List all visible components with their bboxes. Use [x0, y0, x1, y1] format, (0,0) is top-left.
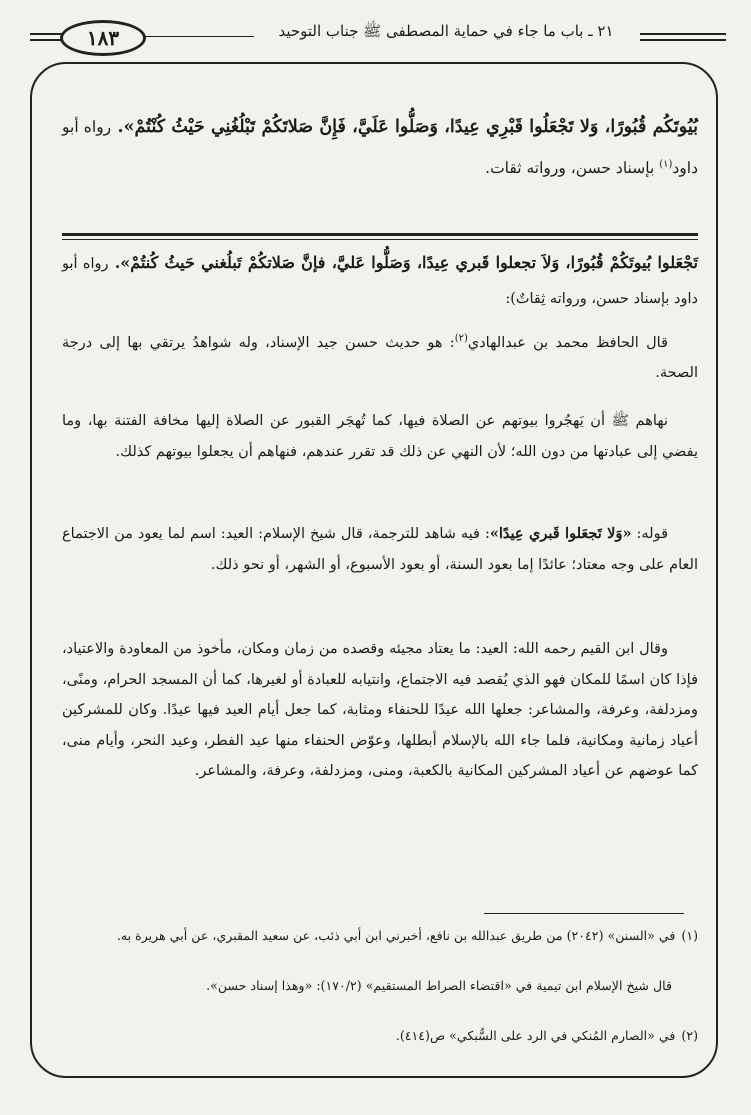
paragraph-1-lead: قال الحافظ محمد بن عبدالهادي [467, 334, 668, 351]
footnote-rule [484, 913, 684, 914]
section-divider [62, 239, 698, 240]
matn-attribution-lead: رواه أبو داود [62, 118, 698, 178]
header-rule-right [640, 39, 726, 41]
paragraph-1-rest: : هو حديث حسن جيد الإسناد، وله شواهدُ يرتقي بها إلى درجة الصحة. [62, 334, 698, 382]
paragraph-3 [62, 519, 698, 580]
paragraph-2 [62, 406, 698, 467]
matn-attribution-rest: بإسناد حسن، ورواته ثقات. [485, 159, 655, 178]
footnote-marker: (١) [659, 159, 673, 170]
quoted-matn [62, 246, 698, 316]
footnote-2 [62, 1024, 698, 1048]
footnote-1-text: في «السنن» (٢٠٤٢) من طريق عبدالله بن نافع، أخبرني ابن أبي ذئب، عن سعيد المقبري، عن أبي هريرة به. [116, 928, 676, 943]
paragraph-3-rest: : فيه شاهد للترجمة، قال شيخ الإسلام: العيد: اسم لما يعود من الاجتماع العام على وجه معتاد؛ عائدًا إما بعود السنة، أو بعود الأسبوع، أو الشهر، أو نحو ذلك. [62, 526, 698, 573]
header-rule-right [640, 33, 726, 35]
footnote-2-number: (٢) [681, 1028, 698, 1043]
page-number: ١٨٣ [60, 20, 146, 56]
matn-hadith: بُيُوتَكُم قُبُورًا، وَلا تَجْعَلُوا قَبْرِي عِيدًا، وَصَلُّوا عَلَيَّ، فَإِنَّ صَلاتَكُمْ تَبْلُغُنِي حَيْثُ كُنْتُمْ». [117, 117, 698, 137]
paragraph-2-text: نهاهم ﷺ أن يَهجُروا بيوتهم عن الصلاة فيها، كما تُهجَر القبور عن الصلاة إليها مخافة الفتنة بها، وما يفضي إلى عبادتها من دون الله؛ لأن النهي عن ذلك قد تقرر عندهم، فنهاهم أن يجعلوا بيوتهم كذلك. [62, 413, 698, 460]
footnote-2-text: في «الصارم المُنكي في الرد على السُّبكي» ص(٤١٤). [395, 1028, 676, 1043]
paragraph-4-text: وقال ابن القيم رحمه الله: العيد: ما يعتاد مجيئه وقصده من زمان ومكان، مأخوذ من المعاودة والاعتياد، فإذا كان اسمًا للمكان فهو الذي يُقصد فيه الاجتماع، وانتيابه للعبادة أو لغيرها، كما أن المسجد الحرام، ومنًى، ومزدلفة، وعرفة، والمشاعر: جعلها الله عيدًا للحنفاء ومثابة، كما جعل أيام العيد فيها عيدًا. وكان للمشركين أعياد زمانية ومكانية، فلما جاء الله بالإسلام أبطلها، وعوّض الحنفاء منها عيد الفطر، وعيد النحر، وأيام منى، كما عوضهم عن أعياد المشركين المكانية بالكعبة، ومنى، ومزدلفة، وعرفة، والمشاعر. [62, 641, 699, 779]
paragraph-1 [62, 324, 698, 389]
footnote-1-continued [62, 974, 698, 998]
footnote-marker: (٢) [454, 333, 468, 344]
paragraph-1-text [62, 335, 698, 382]
header-rule-middle [142, 36, 254, 37]
footnote-1 [62, 924, 698, 948]
quoted-attribution: رواه أبو داود بإسناد حسن، ورواته ثِقاتٌ): [62, 256, 698, 307]
paragraph-3-quote: «وَلا تَجعَلوا قَبري عِيدًا» [489, 525, 632, 542]
paragraph-3-lead: قوله: [636, 526, 668, 542]
section-divider [62, 233, 698, 236]
footnote-1-cont-text: قال شيخ الإسلام ابن تيمية في «اقتضاء الصراط المستقيم» (١٧٠/٢): «وهذا إسناد حسن». [206, 978, 672, 993]
running-head: ٢١ ـ باب ما جاء في حماية المصطفى ﷺ جناب التوحيد [278, 22, 614, 40]
footnote-1-number: (١) [681, 928, 698, 943]
quoted-hadith: تَجْعَلوا بُيوتَكُمْ قُبُورًا، وَلاَ تجعلوا قَبري عِيدًا، وَصَلُّوا عَليَّ، فإنَّ صَلاتكُمْ تَبلُغني حَيثُ كُنتُمْ». [114, 253, 698, 272]
paragraph-4 [62, 634, 698, 787]
matn-text [62, 108, 698, 187]
